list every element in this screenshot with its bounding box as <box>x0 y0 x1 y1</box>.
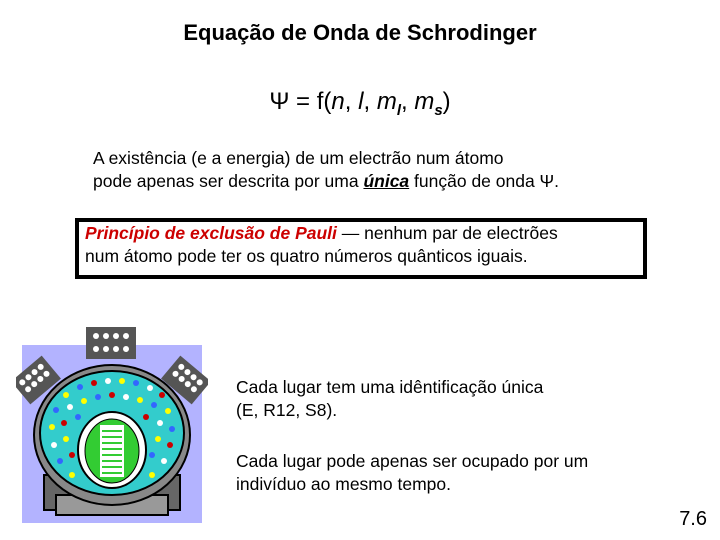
psi-symbol: Ψ <box>269 88 290 115</box>
pauli-principle-box: Princípio de exclusão de Pauli — nenhum par de electrões num átomo pode ter os quatro números quânticos iguais. <box>75 218 647 279</box>
seat-identification-text: Cada lugar tem uma idêntificação única (E, R12, S8). <box>236 377 544 420</box>
seat-occupancy-text: Cada lugar pode apenas ser ocupado por um indivíduo ao mesmo tempo. <box>236 451 589 494</box>
wave-function-description: A existência (e a energia) de um electrão num átomo pode apenas ser descrita por uma única função de onda Ψ. <box>93 148 560 191</box>
slide-title: Equação de Onda de Schrodinger <box>183 20 537 45</box>
wave-function-formula: Ψ = f(n, l, $m_l$, $m_s$) <box>269 88 451 119</box>
slide-number: 7.6 <box>679 508 707 530</box>
stadium-illustration <box>16 325 208 525</box>
light-tower-center-icon <box>86 327 136 359</box>
pauli-principle-title: Princípio de exclusão de Pauli <box>85 223 337 243</box>
